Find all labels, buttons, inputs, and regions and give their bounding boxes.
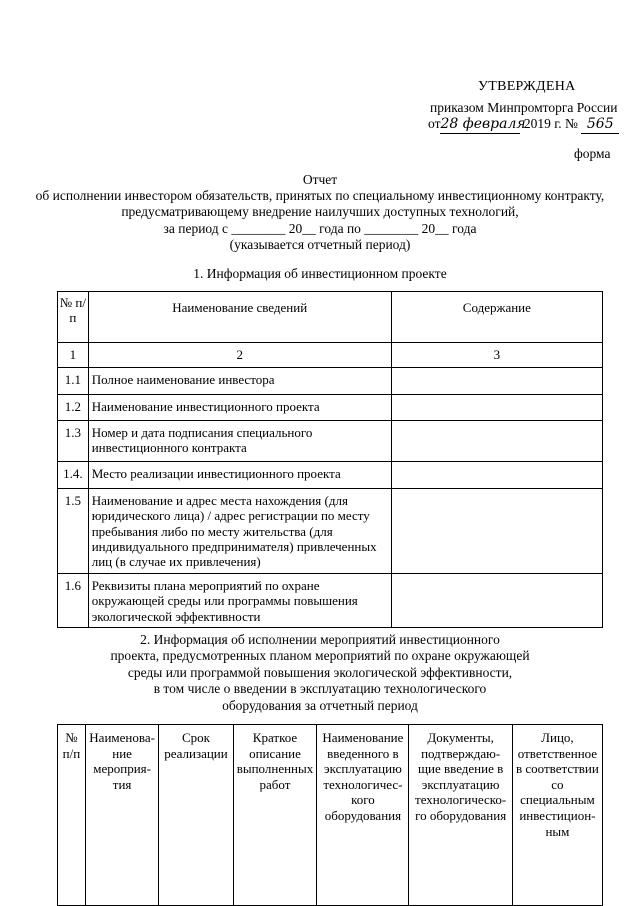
- heading-line: в том числе о введении в эксплуатацию технологического: [153, 681, 487, 697]
- column-number: 1: [58, 343, 89, 368]
- table-row: [58, 489, 603, 574]
- column-header: Наименование введенного в эксплуатацию технологичес-кого оборудования: [317, 725, 409, 906]
- row-value: [391, 368, 602, 395]
- report-title: [20, 172, 620, 253]
- title-line: (указывается отчетный период): [229, 236, 411, 252]
- column-header: Краткое описание выполненных работ: [233, 725, 317, 906]
- column-header: Наименова-ние мероприя-тия: [85, 725, 159, 906]
- row-number: 1.4.: [58, 462, 89, 489]
- row-value: [391, 574, 602, 628]
- heading-line: 2. Информация об исполнении мероприятий инвестиционного: [140, 632, 500, 647]
- column-header: № п/п: [58, 292, 89, 343]
- form-label: форма: [574, 146, 611, 161]
- table-row: [58, 574, 603, 628]
- column-header: Лицо, ответственное в соответствии со специальным инвестицион-ным: [512, 725, 602, 906]
- column-header: № п/п: [58, 725, 86, 906]
- title-line: за период с ________ 20__ года по ________ 20__ года: [163, 220, 477, 236]
- order-from: от: [428, 116, 441, 131]
- measures-table: [57, 724, 603, 906]
- row-name: Полное наименование инвестора: [88, 368, 391, 395]
- approved-label: УТВЕРЖДЕНА: [478, 79, 576, 94]
- column-header: Документы, подтверждаю-щие введение в эксплуатацию технологическо-го оборудования: [409, 725, 512, 906]
- column-header: Содержание: [391, 292, 602, 343]
- table-row: [58, 421, 603, 462]
- row-number: 1.2: [58, 395, 89, 421]
- column-header: Наименование сведений: [88, 292, 391, 343]
- handwritten-date: 28 февраля: [440, 116, 520, 134]
- order-date-line: [428, 116, 619, 134]
- row-number: 1.1: [58, 368, 89, 395]
- table-row: [58, 395, 603, 421]
- table-row: [58, 462, 603, 489]
- heading-line: оборудования за отчетный период: [222, 697, 418, 713]
- row-number: 1.3: [58, 421, 89, 462]
- row-name: Наименование и адрес места нахождения (для юридического лица) / адрес регистрации по месту пребывания либо по месту жительства (для индивидуального предпринимателя) привлеченных лиц (в случае их привлечения): [88, 489, 391, 574]
- table-header-row: [58, 292, 603, 343]
- order-year: 2019 г. №: [523, 116, 578, 131]
- order-line: приказом Минпромторга России: [430, 100, 618, 115]
- handwritten-order-number: 565: [581, 116, 619, 134]
- title-line: об исполнении инвестором обязательств, принятых по специальному инвестиционному контракту,: [35, 188, 605, 204]
- row-name: Реквизиты плана мероприятий по охране окружающей среды или программы повышения экологической эффективности: [88, 574, 391, 628]
- table-row: [58, 368, 603, 395]
- row-value: [391, 462, 602, 489]
- row-value: [391, 395, 602, 421]
- section1-heading: 1. Информация об инвестиционном проекте: [193, 266, 447, 281]
- investment-project-table: [57, 291, 603, 628]
- column-number-row: [58, 343, 603, 368]
- title-line: Отчет: [302, 172, 338, 187]
- section2-heading: [60, 632, 580, 714]
- row-value: [391, 421, 602, 462]
- table-header-row: [58, 725, 603, 906]
- column-header: Срок реализации: [159, 725, 233, 906]
- title-line: предусматривающему внедрение наилучших доступных технологий,: [121, 204, 519, 220]
- row-value: [391, 489, 602, 574]
- heading-line: среды или программой повышения экологической эффективности,: [127, 664, 513, 680]
- heading-line: проекта, предусмотренных планом мероприятий по охране окружающей: [110, 648, 530, 664]
- row-name: Наименование инвестиционного проекта: [88, 395, 391, 421]
- column-number: 3: [391, 343, 602, 368]
- row-number: 1.5: [58, 489, 89, 574]
- column-number: 2: [88, 343, 391, 368]
- row-name: Номер и дата подписания специального инвестиционного контракта: [88, 421, 391, 462]
- row-name: Место реализации инвестиционного проекта: [88, 462, 391, 489]
- row-number: 1.6: [58, 574, 89, 628]
